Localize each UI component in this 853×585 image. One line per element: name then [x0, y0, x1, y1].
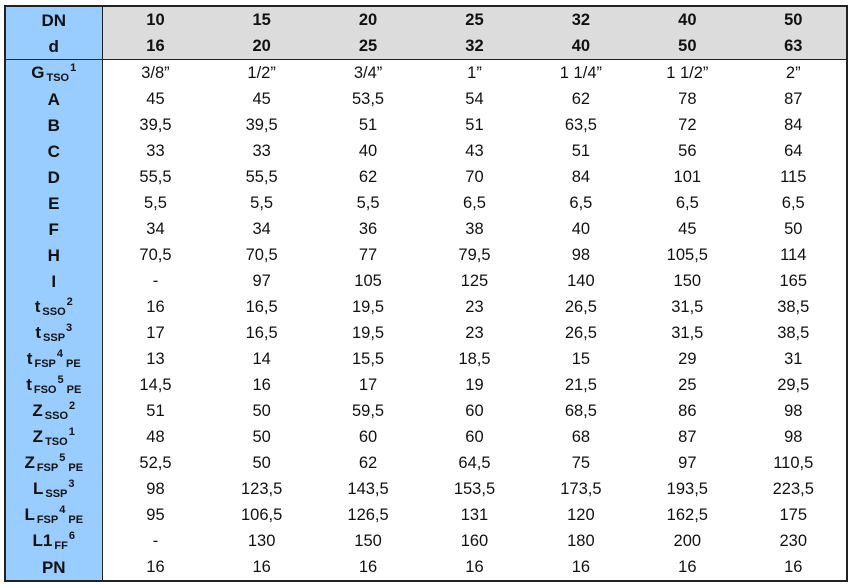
table-cell: 101 [673, 167, 702, 186]
row-label [5, 164, 102, 190]
table-cell: 126,5 [347, 505, 389, 524]
header-row [5, 33, 847, 60]
table-cell: 50 [252, 401, 271, 420]
table-cell: 98 [784, 401, 803, 420]
row-label-subscript: FF [54, 539, 68, 552]
table-cell: 16 [146, 557, 165, 576]
table-cell: 50 [784, 219, 803, 238]
table-cell: 165 [779, 271, 808, 290]
table-row [5, 242, 847, 268]
table-cell: 13 [146, 349, 165, 368]
header-row-label: d [5, 33, 102, 60]
table-row [5, 450, 847, 476]
table-cell: 39,5 [139, 115, 172, 134]
table-cell: 60 [358, 427, 378, 446]
table-cell: 2” [785, 63, 801, 82]
table-cell: 15 [571, 349, 591, 368]
row-label-symbol: H [47, 245, 60, 265]
row-label [5, 112, 102, 138]
table-cell: 26,5 [564, 297, 597, 316]
table-cell: 106,5 [240, 505, 283, 524]
table-cell: 193,5 [666, 479, 708, 498]
table-cell: 38,5 [777, 297, 810, 316]
table-row [5, 424, 847, 450]
table-cell: 54 [465, 89, 484, 108]
table-cell: 70,5 [139, 245, 172, 264]
row-label-subscript: FSP [36, 513, 59, 526]
row-label-footnote: 3 [66, 321, 73, 334]
table-row [5, 294, 847, 320]
table-cell: 52,5 [139, 453, 172, 472]
table-cell: 51 [571, 141, 591, 160]
table-cell: 175 [779, 505, 808, 524]
table-cell: 150 [354, 531, 382, 550]
table-cell: 200 [673, 531, 702, 550]
row-label-symbol: Z [32, 426, 44, 446]
header-cell: 40 [528, 33, 634, 60]
row-label [5, 294, 102, 320]
table-cell: 72 [678, 115, 697, 134]
table-cell: 14 [252, 349, 271, 368]
row-label-symbol: I [51, 271, 57, 291]
table-cell: 62 [358, 453, 378, 472]
row-label-footnote: 6 [68, 529, 75, 542]
table-cell: 114 [780, 245, 807, 264]
table-cell: 5,5 [250, 193, 274, 212]
table-cell: 29,5 [777, 375, 810, 394]
table-cell: 6,5 [781, 193, 805, 212]
table-cell: 16 [252, 557, 271, 576]
row-label-footnote: 5 [57, 373, 64, 386]
row-label [5, 346, 102, 372]
table-cell: 14,5 [139, 375, 172, 394]
row-label-material: PE [68, 513, 84, 526]
row-label-symbol: D [47, 167, 60, 187]
row-label [5, 216, 102, 242]
table-cell: 98 [784, 427, 803, 446]
row-label-symbol: t [26, 348, 33, 368]
row-label-symbol: E [48, 193, 60, 213]
table-cell: 6,5 [675, 193, 699, 212]
header-row [5, 6, 847, 33]
table-cell: 53,5 [351, 89, 385, 108]
table-cell: 60 [465, 401, 484, 420]
table-cell: 120 [567, 505, 595, 524]
table-cell: 64,5 [458, 453, 491, 472]
header-cell: 15 [208, 6, 314, 33]
table-cell: 125 [460, 271, 489, 290]
table-cell: 51 [465, 115, 484, 134]
table-cell: 55,5 [139, 167, 172, 186]
table-cell: 59,5 [351, 401, 385, 420]
table-cell: 162,5 [666, 505, 708, 524]
row-label [5, 86, 102, 112]
table-cell: 84 [784, 115, 803, 134]
table-cell: 34 [252, 219, 271, 238]
table-cell: 39,5 [245, 115, 278, 134]
row-label [5, 190, 102, 216]
dimensions-table-body [5, 6, 847, 581]
table-cell: 64 [784, 141, 803, 160]
table-cell: 25 [678, 375, 697, 394]
row-label-symbol: PN [41, 557, 66, 577]
table-cell: 1” [467, 63, 482, 82]
row-label-symbol: L1 [32, 530, 53, 550]
table-cell: 29 [678, 349, 697, 368]
row-label-footnote: 1 [70, 61, 77, 74]
table-row [5, 554, 847, 581]
table-row [5, 476, 847, 502]
table-row [5, 86, 847, 112]
row-label-symbol: t [34, 296, 41, 316]
table-cell: 79,5 [458, 245, 491, 264]
table-cell: 45 [678, 219, 697, 238]
table-cell: 143,5 [347, 479, 389, 498]
table-cell: - [152, 271, 159, 290]
table-cell: 23 [465, 323, 484, 342]
table-cell: 56 [678, 141, 697, 160]
table-cell: 77 [358, 245, 378, 264]
table-cell: 180 [567, 531, 595, 550]
row-label-symbol: G [31, 62, 45, 82]
table-cell: 16,5 [245, 297, 278, 316]
header-cell: 50 [634, 33, 740, 60]
table-cell: 63,5 [564, 115, 597, 134]
table-cell: 16 [146, 297, 165, 316]
table-cell: 6,5 [569, 193, 593, 212]
table-cell: 33 [146, 141, 165, 160]
table-cell: 50 [252, 427, 271, 446]
table-cell: 140 [567, 271, 595, 290]
row-label [5, 398, 102, 424]
table-cell: 160 [460, 531, 489, 550]
header-cell: 50 [741, 6, 847, 33]
dimensions-table [4, 5, 848, 582]
table-cell: 38,5 [777, 323, 810, 342]
table-row [5, 320, 847, 346]
table-cell: 43 [465, 141, 484, 160]
header-cell: 25 [421, 6, 527, 33]
table-cell: 26,5 [564, 323, 597, 342]
table-cell: 3/8” [141, 63, 170, 82]
header-cell: 25 [315, 33, 421, 60]
table-cell: 105 [354, 271, 382, 290]
row-label-symbol: Z [32, 400, 43, 420]
row-label-symbol: A [47, 89, 60, 109]
row-label [5, 60, 102, 87]
row-label-footnote: 2 [66, 295, 73, 308]
table-cell: 6,5 [463, 193, 486, 212]
row-label-subscript: FSP [34, 357, 56, 370]
table-row [5, 216, 847, 242]
table-cell: 16 [571, 557, 591, 576]
table-cell: 33 [252, 141, 271, 160]
table-cell: 34 [146, 219, 165, 238]
row-label-material: PE [68, 461, 84, 474]
table-row [5, 372, 847, 398]
table-cell: 1/2” [247, 63, 276, 82]
row-label [5, 554, 102, 581]
table-cell: 31,5 [671, 297, 704, 316]
header-row-label: DN [5, 6, 102, 33]
table-cell: 68,5 [564, 401, 597, 420]
table-cell: 1 1/4” [559, 63, 602, 82]
table-cell: 1 1/2” [666, 63, 709, 82]
table-cell: 70,5 [245, 245, 278, 264]
table-cell: 36 [358, 219, 378, 238]
header-cell: 32 [528, 6, 634, 33]
table-cell: 5,5 [143, 193, 167, 212]
row-label-subscript: FSP [36, 461, 59, 474]
table-cell: 60 [465, 427, 484, 446]
row-label-symbol: B [47, 115, 60, 135]
row-label-footnote: 4 [56, 347, 63, 360]
table-row [5, 60, 847, 87]
row-label [5, 242, 102, 268]
row-label-footnote: 5 [59, 451, 66, 464]
row-label [5, 138, 102, 164]
table-row [5, 346, 847, 372]
table-row [5, 138, 847, 164]
table-cell: 17 [146, 323, 165, 342]
table-cell: 110,5 [773, 453, 814, 472]
row-label-subscript: TSO [46, 71, 70, 84]
row-label-symbol: L [24, 504, 35, 524]
row-label-subscript: TSO [45, 435, 68, 448]
row-label-symbol: L [32, 478, 44, 498]
table-cell: 97 [252, 271, 271, 290]
row-label [5, 476, 102, 502]
table-cell: 23 [465, 297, 484, 316]
table-cell: 40 [571, 219, 591, 238]
header-cell: 16 [102, 33, 208, 60]
header-cell: 20 [208, 33, 314, 60]
row-label-subscript: SSO [42, 305, 66, 318]
table-cell: 84 [571, 167, 591, 186]
table-cell: 62 [571, 89, 591, 108]
table-cell: - [152, 531, 159, 550]
row-label [5, 528, 102, 554]
table-cell: 19 [465, 375, 484, 394]
table-cell: 78 [678, 89, 697, 108]
row-label-symbol: Z [24, 452, 35, 472]
row-label-material: PE [66, 357, 81, 370]
row-label [5, 450, 102, 476]
row-label-symbol: C [47, 141, 60, 161]
table-cell: 75 [571, 453, 591, 472]
table-row [5, 112, 847, 138]
table-cell: 16 [252, 375, 271, 394]
table-cell: 19,5 [351, 323, 385, 342]
table-cell: 5,5 [356, 193, 380, 212]
table-cell: 40 [358, 141, 378, 160]
table-cell: 48 [146, 427, 165, 446]
table-cell: 18,5 [458, 349, 491, 368]
table-cell: 16 [358, 557, 378, 576]
table-cell: 16 [465, 557, 484, 576]
table-cell: 31,5 [671, 323, 704, 342]
row-label [5, 268, 102, 294]
table-cell: 62 [358, 167, 378, 186]
row-label-footnote: 3 [68, 477, 75, 490]
table-cell: 31 [784, 349, 803, 368]
table-cell: 19,5 [351, 297, 385, 316]
row-label-subscript: SSP [45, 487, 68, 500]
table-cell: 87 [784, 89, 803, 108]
table-row [5, 164, 847, 190]
table-cell: 123,5 [240, 479, 283, 498]
table-cell: 50 [252, 453, 271, 472]
row-label-footnote: 2 [69, 399, 76, 412]
table-cell: 150 [673, 271, 702, 290]
table-cell: 15,5 [351, 349, 385, 368]
table-cell: 230 [779, 531, 808, 550]
row-label-symbol: t [26, 374, 32, 394]
table-cell: 97 [678, 453, 697, 472]
table-cell: 55,5 [245, 167, 278, 186]
table-cell: 16 [784, 557, 803, 576]
table-cell: 70 [465, 167, 484, 186]
table-cell: 105,5 [666, 245, 708, 264]
table-cell: 17 [358, 375, 378, 394]
table-row [5, 528, 847, 554]
table-cell: 38 [465, 219, 484, 238]
table-cell: 173,5 [560, 479, 602, 498]
table-cell: 21,5 [564, 375, 597, 394]
header-cell: 10 [102, 6, 208, 33]
table-cell: 95 [146, 505, 165, 524]
row-label-footnote: 4 [59, 503, 66, 516]
row-label-footnote: 1 [68, 425, 75, 438]
table-cell: 16,5 [245, 323, 278, 342]
table-cell: 98 [146, 479, 165, 498]
table-cell: 153,5 [453, 479, 496, 498]
table-cell: 130 [247, 531, 276, 550]
row-label-symbol: F [48, 219, 59, 239]
header-cell: 32 [421, 33, 527, 60]
header-cell: 40 [634, 6, 740, 33]
row-label [5, 502, 102, 528]
table-cell: 45 [252, 89, 271, 108]
table-row [5, 268, 847, 294]
row-label-subscript: SSO [44, 409, 68, 422]
row-label [5, 424, 102, 450]
table-row [5, 502, 847, 528]
table-row [5, 398, 847, 424]
table-cell: 87 [678, 427, 697, 446]
header-cell: 20 [315, 6, 421, 33]
row-label-symbol: t [35, 322, 42, 342]
table-cell: 98 [571, 245, 591, 264]
row-label [5, 320, 102, 346]
table-cell: 51 [146, 401, 165, 420]
table-row [5, 190, 847, 216]
row-label [5, 372, 102, 398]
table-cell: 115 [780, 167, 807, 186]
table-cell: 131 [460, 505, 489, 524]
table-cell: 45 [146, 89, 165, 108]
header-cell: 63 [741, 33, 847, 60]
row-label-subscript: FSO [33, 383, 57, 396]
table-cell: 223,5 [772, 479, 814, 498]
table-cell: 68 [571, 427, 591, 446]
row-label-material: PE [66, 383, 82, 396]
table-cell: 86 [678, 401, 697, 420]
table-cell: 3/4” [353, 63, 383, 82]
table-cell: 16 [678, 557, 697, 576]
row-label-subscript: SSP [43, 331, 66, 344]
table-cell: 51 [358, 115, 378, 134]
